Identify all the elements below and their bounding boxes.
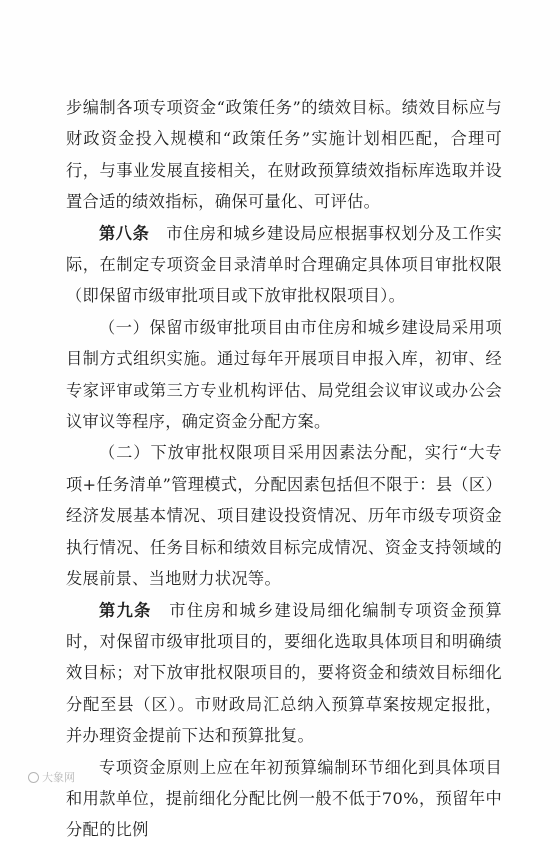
clause-2-delegated-projects [66,437,502,594]
article-heading: 第九条 [99,600,152,620]
article-heading: 第八条 [99,223,150,243]
paragraph-text: 市住房和城乡建设局细化编制专项资金预算时，对保留市级审批项目的，要细化选取具体项目和明确绩效目标；对下放审批权限项目的，要将资金和绩效目标细化分配至县（区）。市财政局汇总纳入预算草案按规定报批，并办理资金提前下达和预算批复。 [66,600,502,746]
watermark [28,769,75,785]
article-9 [66,595,502,752]
paragraph-text: 步编制各项专项资金“政策任务”的绩效目标。绩效目标应与财政资金投入规模和“政策任务”实施计划相匹配，合理可行，与事业发展直接相关，在财政预算绩效指标库选取并设置合适的绩效指标，确保可量化、可评估。 [66,98,502,212]
article-8 [66,218,502,312]
clause-1-retained-projects [66,312,502,438]
paragraph-text: 市住房和城乡建设局应根据事权划分及工作实际，在制定专项资金目录清单时合理确定具体项目审批权限（即保留市级审批项目或下放审批权限项目）。 [66,223,502,306]
paragraph-performance-targets [66,92,502,218]
watermark-text: 大象网 [42,771,75,784]
paragraph-text: （二）下放审批权限项目采用因素法分配，实行“大专项+任务清单”管理模式，分配因素包括但不限于：县（区）经济发展基本情况、项目建设投资情况、历年市级专项资金执行情况、任务目标和绩效目标完成情况、资金支持领域的发展前景、当地财力状况等。 [66,443,502,589]
document-body [66,92,502,846]
paragraph-text: （一）保留市级审批项目由市住房和城乡建设局采用项目制方式组织实施。通过每年开展项目申报入库，初审、经专家评审或第三方专业机构评估、局党组会议审议或办公会议审议等程序，确定资金分配方案。 [66,317,502,432]
paragraph-text: 专项资金原则上应在年初预算编制环节细化到具体项目和用款单位，提前细化分配比例一般不低于70%，预留年中分配的比例 [66,757,502,840]
watermark-logo-icon [28,772,39,783]
paragraph-allocation-ratio [66,752,502,846]
